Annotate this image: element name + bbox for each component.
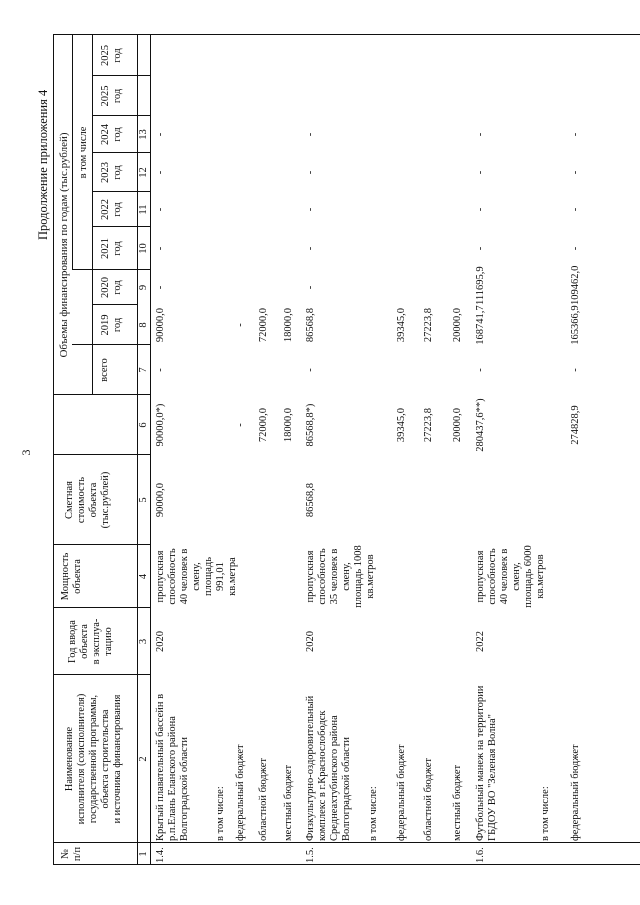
sub-2020: 20000,0: [452, 307, 463, 343]
sub-label-incl: в том числе:: [368, 786, 379, 841]
row-2025: -: [305, 132, 316, 137]
col-num-12: 12: [138, 167, 149, 178]
row-name: Футбольный манеж на территории ГБДОУ ВО "Зеленая Волна": [475, 685, 498, 841]
sub-total: 39345,0: [396, 407, 407, 443]
row-capacity: пропускная способность 35 человек в смену, площадь 1008 кв.метров: [305, 545, 376, 608]
sub-2020: 165366,9: [570, 305, 581, 345]
sub-label-federal: федеральный бюджет: [235, 744, 246, 841]
row-name: Физкультурно-оздоровительный комплекс в г.Краснослободск Среднеахтубинского района Волгоградской области: [305, 695, 352, 841]
row-2019: -: [155, 368, 166, 372]
header-2025: 2025 год: [100, 85, 123, 107]
row-2021: -: [155, 285, 166, 290]
sub-total: 27223,8: [423, 407, 434, 443]
row-2025: -: [155, 132, 166, 137]
page-number: 3: [19, 449, 33, 456]
row-2023: -: [155, 207, 166, 212]
row-num: 1.6.: [475, 847, 486, 863]
row-2021: 111695,9: [475, 266, 486, 305]
row-year: 2022: [475, 631, 486, 652]
row-2020: 90000,0: [155, 307, 166, 343]
sub-2020: 27223,8: [423, 307, 434, 343]
col-num-2: 2: [138, 756, 149, 762]
row-2022: -: [305, 246, 316, 251]
row-name: Крытый плавательный бассейн в р.п.Елань Еланского района Волгоградской области: [155, 693, 190, 841]
sub-label-local: местный бюджет: [283, 764, 294, 841]
row-estimate: 86568,8: [305, 482, 316, 518]
sub-2021: 109462,0: [570, 265, 581, 305]
sub-2020: 39345,0: [396, 307, 407, 343]
row-estimate: 90000,0: [155, 482, 166, 518]
sub-2024: -: [570, 170, 581, 175]
header-estimate: Сметная стоимость объекта (тыс.рублей): [64, 471, 111, 529]
header-incl: в том числе: [78, 126, 89, 179]
col-num-13: 13: [138, 129, 149, 140]
row-2020: 86568,8: [305, 307, 316, 343]
row-2025: -: [475, 132, 486, 137]
col-num-9: 9: [138, 284, 149, 291]
continuation-title: Продолжение приложения 4: [36, 89, 50, 240]
header-year: Год ввода объекта в эксплуа- тацию: [67, 618, 114, 665]
header-volumes: Объемы финансирования по годам (тыс.рублей): [58, 132, 70, 358]
row-year: 2020: [155, 631, 166, 652]
row-2024: -: [475, 170, 486, 175]
sub-label-federal: федеральный бюджет: [396, 744, 407, 841]
row-2023: -: [305, 207, 316, 212]
sub-2020: -: [235, 323, 246, 327]
row-2023: -: [475, 207, 486, 212]
header-2019: 2019 год: [100, 314, 123, 336]
header-capacity: Мощность объекта: [60, 552, 83, 601]
sub-2019: -: [570, 368, 581, 372]
header-2022: 2022 год: [100, 199, 123, 220]
sub-2025: -: [570, 132, 581, 137]
col-num-10: 10: [138, 243, 149, 254]
sub-total: 20000,0: [452, 407, 463, 443]
row-2024: -: [155, 170, 166, 175]
row-2024: -: [305, 170, 316, 175]
row-capacity: пропускная способность 40 человек в смену, площадь 6000 кв.метров: [475, 545, 546, 608]
sub-label-incl: в том числе:: [215, 786, 226, 841]
header-2024: 2024 год: [100, 124, 123, 145]
col-num-3: 3: [138, 638, 149, 645]
sub-total: 274828,9: [570, 405, 581, 445]
sub-total: 18000,0: [283, 407, 294, 443]
sub-label-federal: федеральный бюджет: [570, 744, 581, 841]
sub-2020: 72000,0: [258, 307, 269, 343]
col-num-4: 4: [138, 573, 149, 580]
row-2021: -: [305, 285, 316, 290]
sub-label-incl: в том числе:: [540, 786, 551, 841]
row-total: 86568,8*): [305, 403, 316, 447]
header-2021: 2021 год: [100, 238, 123, 259]
row-total: 90000,0*): [155, 403, 166, 447]
row-capacity: пропускная способность 40 человек в смену, площадь 991,01 кв.метра: [155, 548, 238, 605]
sub-total: -: [235, 423, 246, 427]
row-num: 1.5.: [305, 847, 316, 863]
sub-label-regional: областной бюджет: [258, 758, 269, 841]
sub-label-regional: областной бюджет: [423, 758, 434, 841]
header-num: № п/п: [60, 846, 83, 862]
header-total: всего: [99, 358, 110, 382]
sub-2020: 18000,0: [283, 307, 294, 343]
header-name: Наименование исполнителя (соисполнителя) государственной программы, объекта строительства и источника финансирования: [64, 693, 123, 825]
header-2025b: 2025 год: [100, 45, 123, 66]
row-total: 280437,6**): [475, 398, 486, 452]
row-2019: -: [305, 368, 316, 372]
header-2020: 2020 год: [100, 277, 123, 298]
row-year: 2020: [305, 631, 316, 652]
sub-label-local: местный бюджет: [452, 764, 463, 841]
col-num-6: 6: [138, 422, 149, 428]
row-2022: -: [155, 246, 166, 251]
col-num-8: 8: [138, 322, 149, 328]
sub-2022: -: [570, 246, 581, 251]
sub-total: 72000,0: [258, 407, 269, 443]
col-num-1: 1: [138, 851, 149, 857]
header-2023: 2023 год: [100, 162, 123, 183]
row-2019: -: [475, 368, 486, 372]
col-num-7: 7: [138, 367, 149, 373]
row-2022: -: [475, 246, 486, 251]
col-num-5: 5: [138, 497, 149, 503]
row-num: 1.4.: [155, 847, 166, 863]
col-num-11: 11: [138, 204, 149, 215]
row-2020: 168741,7: [475, 305, 486, 345]
sub-2023: -: [570, 207, 581, 212]
